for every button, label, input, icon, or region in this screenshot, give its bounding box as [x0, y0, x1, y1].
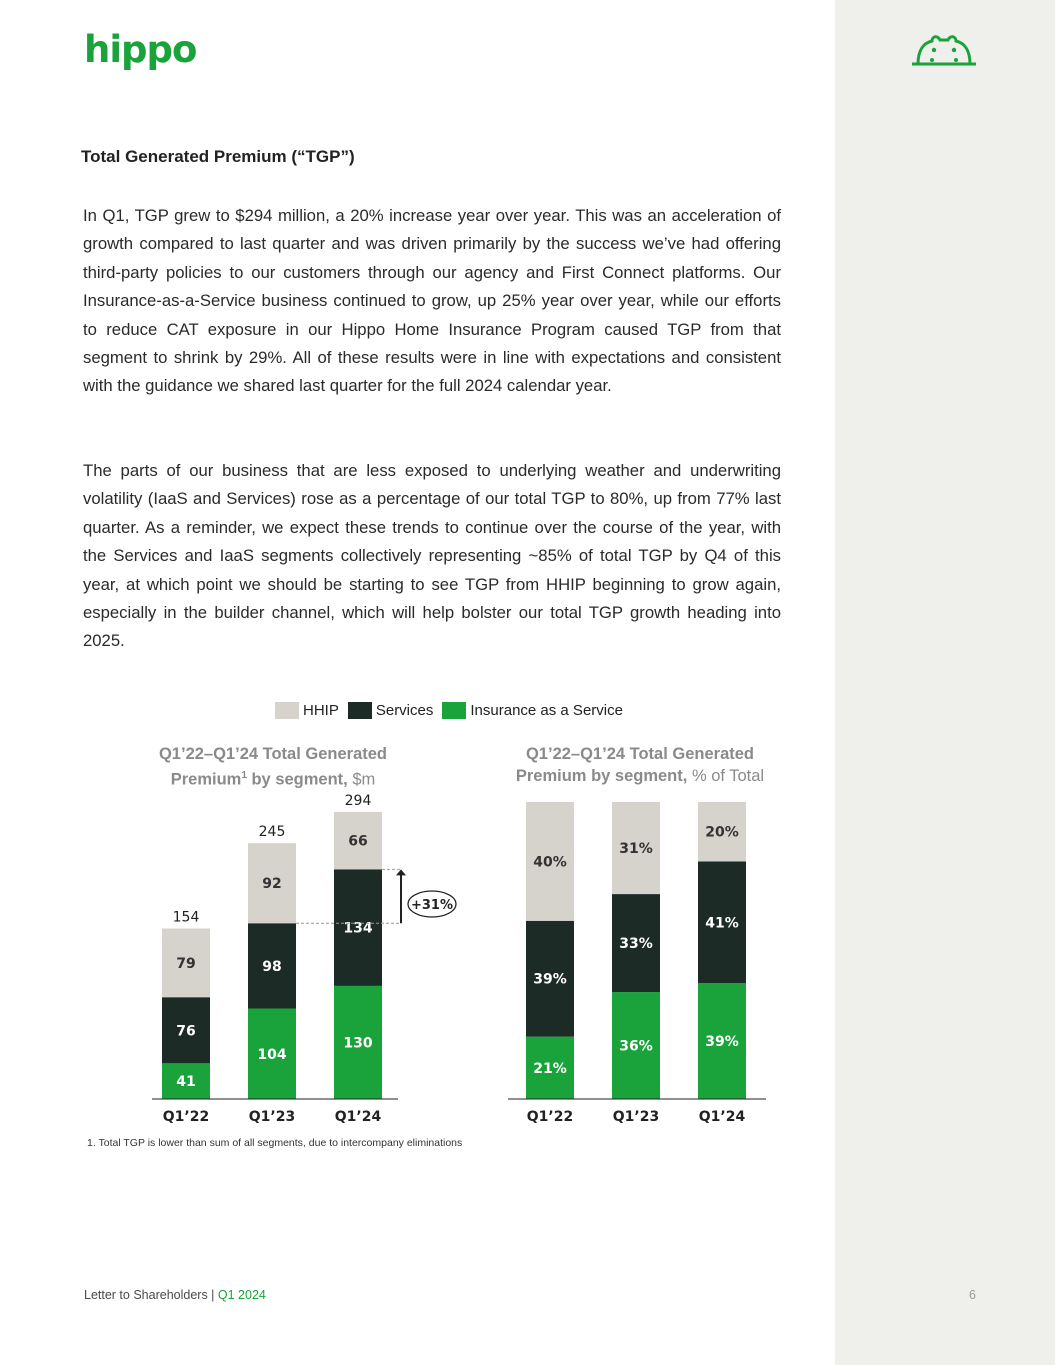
- pct-bar-label: 41%: [705, 915, 739, 932]
- annotation-label: +31%: [410, 898, 454, 913]
- bar-label: 41: [176, 1074, 196, 1091]
- total-label: 154: [172, 909, 200, 926]
- bar-label: 76: [176, 1023, 196, 1040]
- bar-label: 130: [343, 1035, 373, 1052]
- section-heading: Total Generated Premium (“TGP”): [81, 147, 355, 166]
- hippo-logo: hippo: [84, 28, 197, 71]
- x-tick-label: Q1’24: [334, 1109, 382, 1125]
- bar-label: 98: [262, 958, 282, 975]
- legend-item-iaas: Insurance as a Service: [442, 702, 623, 719]
- page-number: 6: [969, 1288, 976, 1302]
- bar-label: 104: [257, 1046, 287, 1063]
- total-label: 294: [344, 792, 372, 809]
- pct-bar-label: 39%: [533, 971, 567, 988]
- pct-x-tick-label: Q1’24: [698, 1109, 746, 1125]
- legend-item-hhip: HHIP: [275, 702, 339, 719]
- footnote: 1. Total TGP is lower than sum of all segments, due to intercompany eliminations: [87, 1137, 463, 1149]
- chart-title-dollars: Q1’22–Q1’24 Total Generated Premium$^1$ by segment, $m: [158, 745, 388, 789]
- bar-label: 92: [262, 876, 282, 893]
- x-tick-label: Q1’23: [248, 1109, 296, 1125]
- total-label: 245: [258, 824, 286, 841]
- growth-arrowhead: [396, 869, 406, 875]
- pct-bar-label: 33%: [619, 936, 653, 953]
- pct-x-tick-label: Q1’22: [526, 1109, 574, 1125]
- bar-label: 66: [348, 833, 368, 850]
- pct-bar-label: 31%: [619, 841, 653, 858]
- pct-bar-label: 36%: [619, 1038, 653, 1055]
- bar-label: 134: [343, 920, 373, 937]
- pct-x-tick-label: Q1’23: [612, 1109, 660, 1125]
- pct-bar-label: 20%: [705, 824, 739, 841]
- bar-label: 79: [176, 955, 196, 972]
- legend-item-services: Services: [348, 702, 434, 719]
- pct-bar-label: 21%: [533, 1060, 567, 1077]
- chart-title-percent: Q1’22–Q1’24 Total Generated Premium by segment, % of Total: [515, 745, 765, 785]
- pct-bar-label: 40%: [533, 854, 567, 871]
- paragraph-tgp-growth: In Q1, TGP grew to $294 million, a 20% increase year over year. This was an acceleration of growth compared to last quarter and was driven primarily by the success we’ve had offering third-party policies to our customers through our agency and First Connect platforms. Our Insurance-as-a-Service business continued to grow, up 25% year over year, while our efforts to reduce CAT exposure in our Hippo Home Insurance Program caused TGP from that segment to shrink by 29%. All of these results were in line with expectations and consistent with the guidance we shared last quarter for the full 2024 calendar year.: [83, 206, 781, 396]
- footer: Letter to Shareholders | Q1 2024: [84, 1288, 266, 1302]
- pct-bar-label: 39%: [705, 1034, 739, 1051]
- x-tick-label: Q1’22: [162, 1109, 210, 1125]
- paragraph-segment-mix: The parts of our business that are less exposed to underlying weather and underwriting volatility (IaaS and Services) rose as a percentage of our total TGP to 80%, up from 77% last quarter. As a reminder, we expect these trends to continue over the course of the year, with the Services and IaaS segments collectively representing ~85% of total TGP by Q4 of this year, at which point we should be starting to see TGP from HHIP beginning to grow again, especially in the builder channel, which will help bolster our total TGP growth heading into 2025.: [83, 461, 781, 651]
